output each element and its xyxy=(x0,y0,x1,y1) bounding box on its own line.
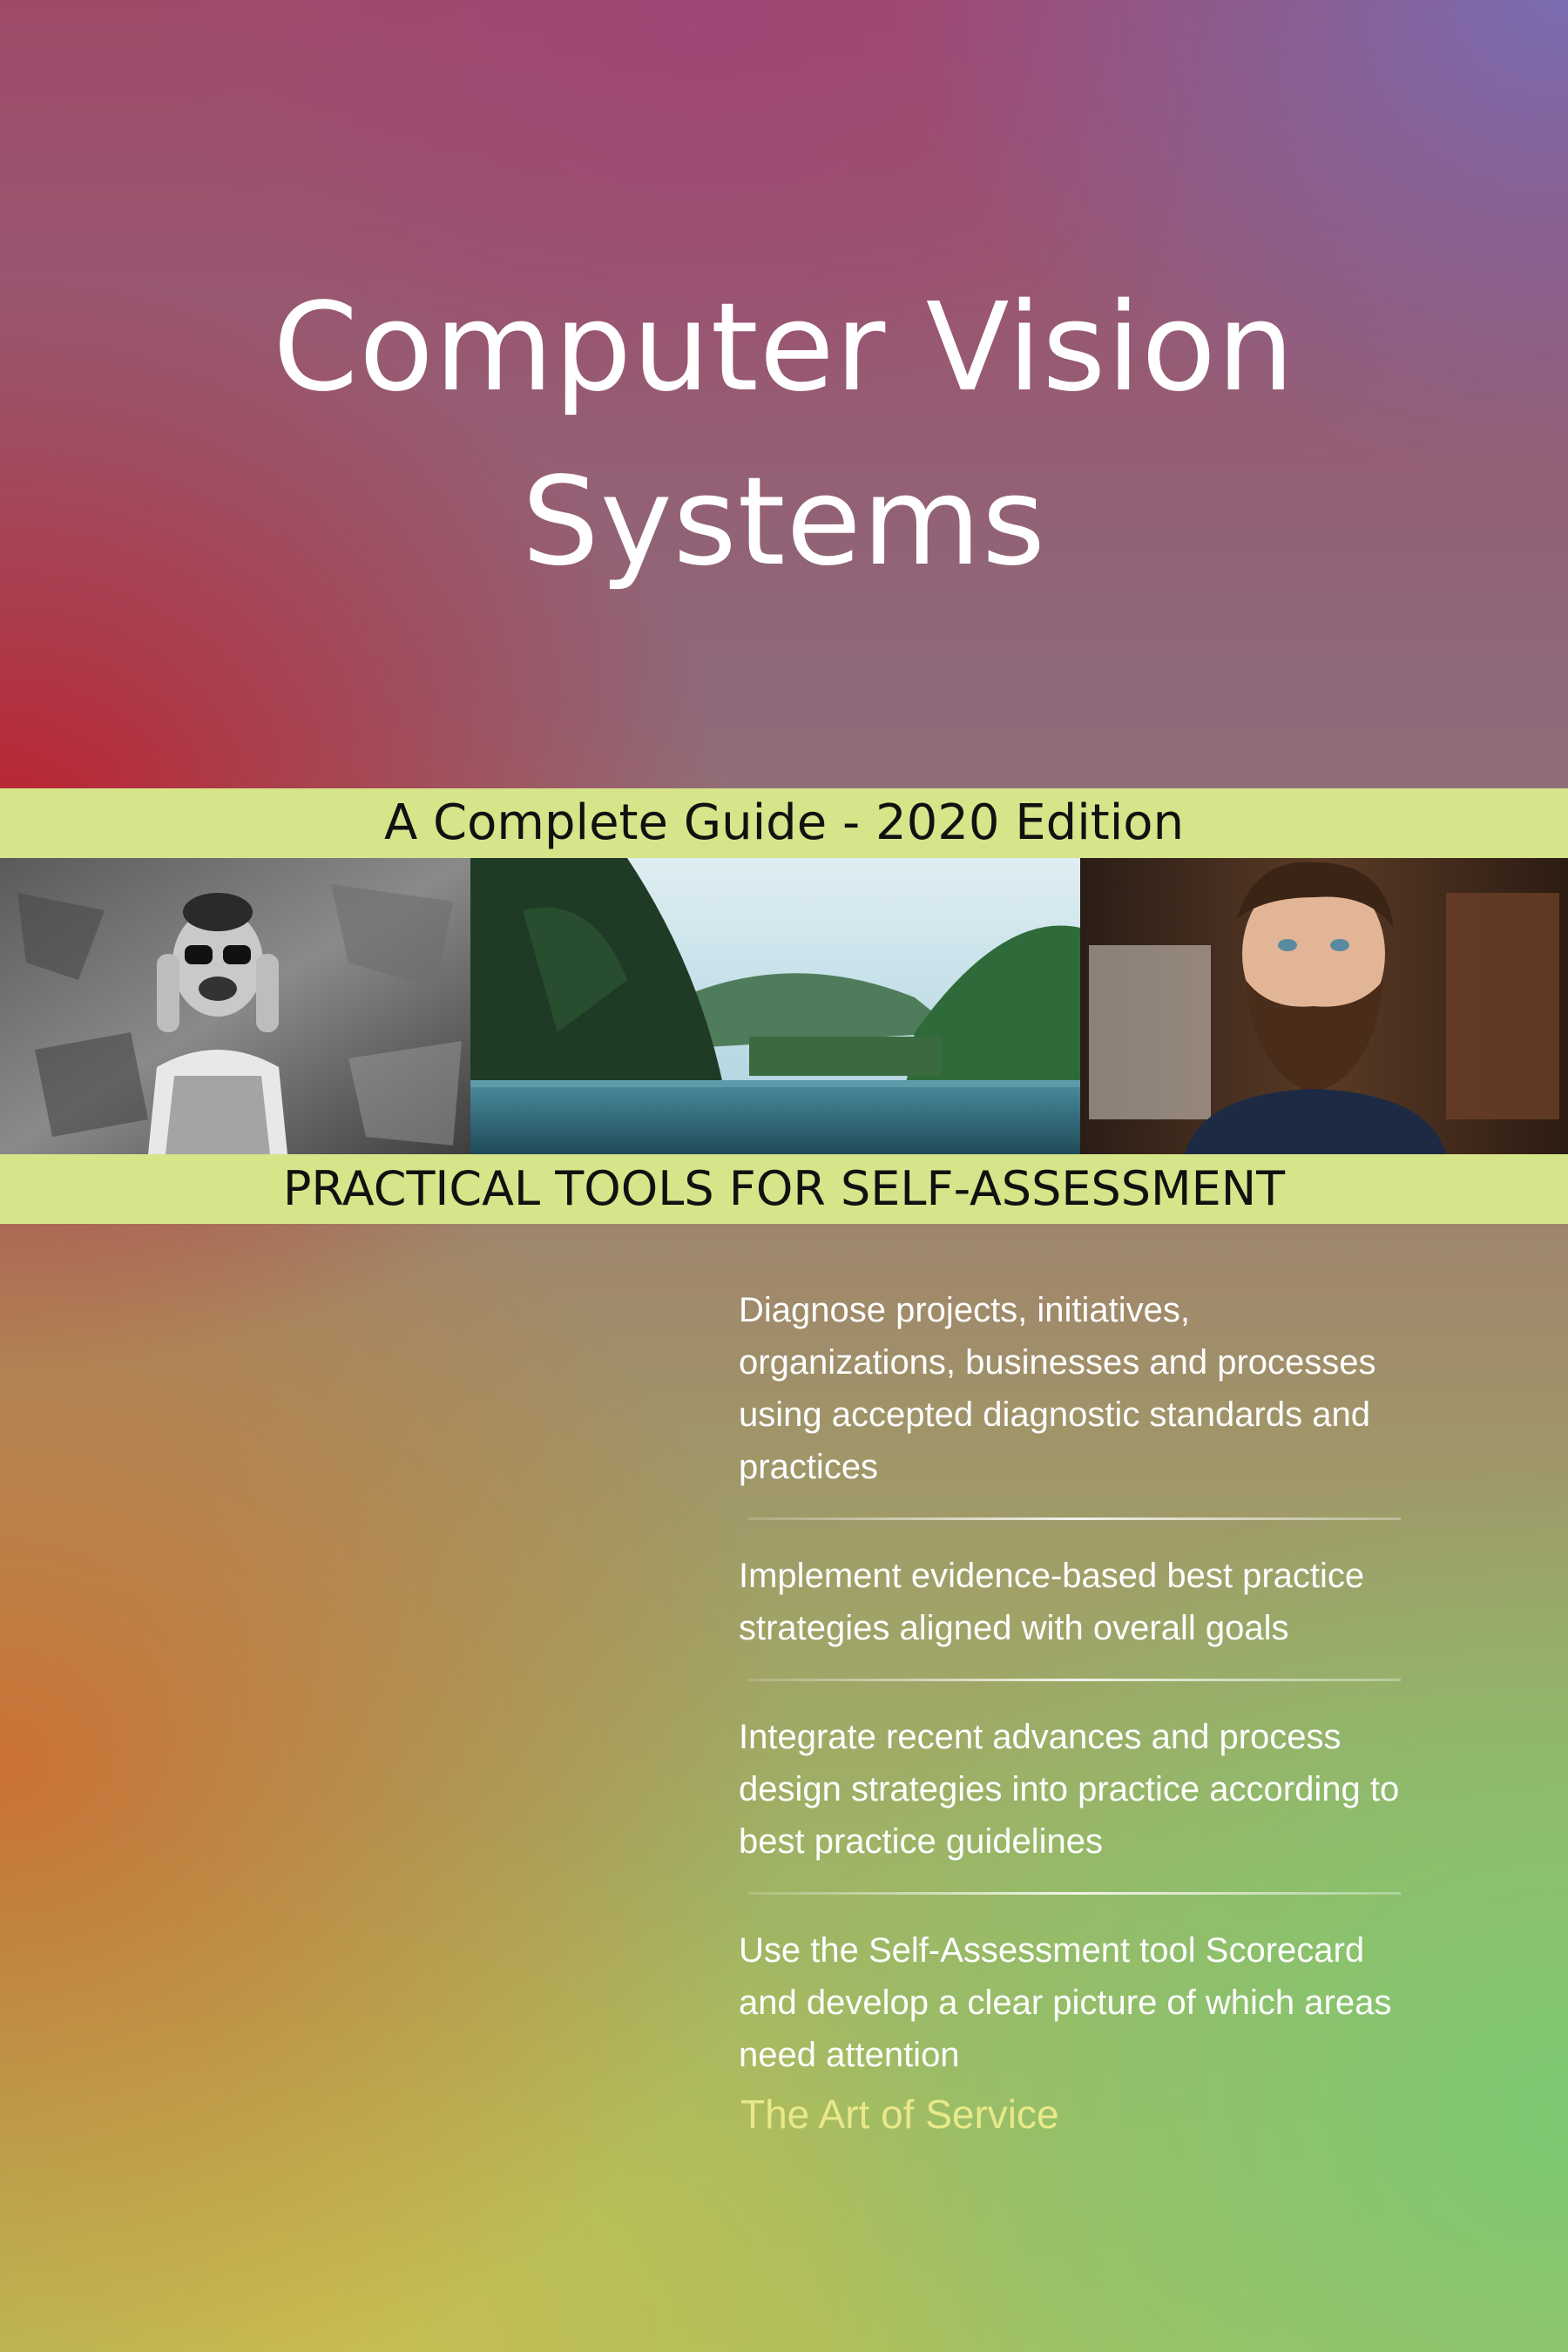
photo-strip xyxy=(0,858,1568,1154)
feature-list xyxy=(739,1272,1409,2105)
publisher-name: The Art of Service xyxy=(740,2092,1059,2137)
feature-item: Diagnose projects, initiatives, organizations, businesses and processes using accepted diagnostic standards and practices xyxy=(739,1291,1376,1486)
feature-item: Integrate recent advances and process design strategies into practice according to best practice guidelines xyxy=(739,1718,1400,1861)
feature-item: Use the Self-Assessment tool Scorecard and develop a clear picture of which areas need attention xyxy=(739,1931,1392,2074)
book-title xyxy=(0,261,1568,610)
divider xyxy=(747,1517,1401,1520)
tagline-band xyxy=(0,1154,1568,1224)
divider xyxy=(747,1892,1401,1895)
subtitle-band xyxy=(0,788,1568,858)
bearded-man-photo xyxy=(1080,858,1568,1154)
divider xyxy=(747,1679,1401,1681)
subtitle: A Complete Guide - 2020 Edition xyxy=(383,794,1185,851)
woman-sunglasses-photo xyxy=(0,858,470,1154)
title-line-2: Systems xyxy=(522,451,1046,593)
river-landscape-photo xyxy=(470,858,1080,1154)
tagline: PRACTICAL TOOLS FOR SELF-ASSESSMENT xyxy=(282,1161,1286,1216)
title-line-1: Computer Vision xyxy=(273,277,1295,419)
feature-item: Implement evidence-based best practice strategies aligned with overall goals xyxy=(739,1557,1365,1647)
